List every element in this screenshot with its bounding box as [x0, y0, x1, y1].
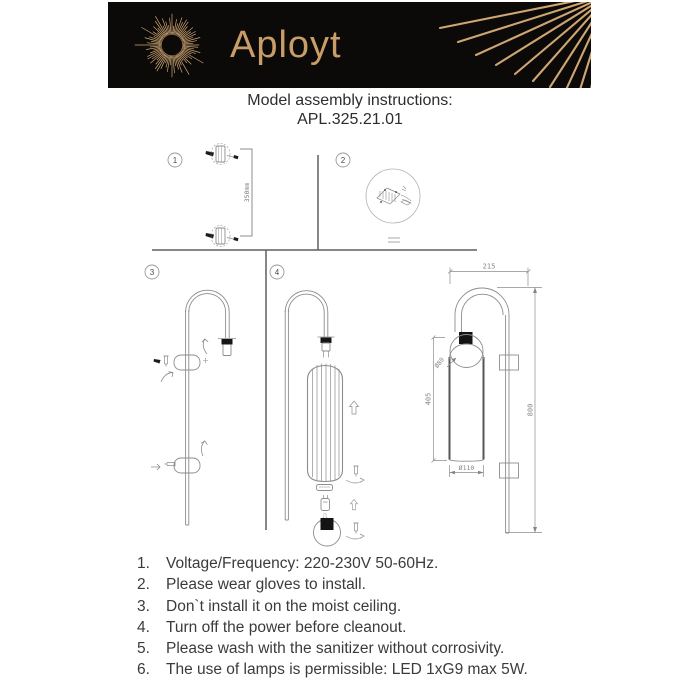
instruction-number: 2. [137, 576, 150, 594]
instruction-item [137, 553, 528, 574]
step-2-badge [336, 153, 350, 167]
instruction-number: 1. [137, 555, 150, 572]
step-4-number: 4 [274, 268, 280, 277]
terminal-block-detail [377, 186, 411, 205]
brand-logo-text: Aployt [230, 24, 342, 66]
top-diameter-dim: Ø80 [433, 356, 447, 370]
step-3-number: 3 [149, 268, 155, 277]
step-1-panel [206, 144, 253, 247]
instructions-list [137, 553, 528, 681]
header [0, 91, 700, 129]
page-title: Model assembly instructions: [247, 92, 453, 109]
step-2-panel [366, 169, 420, 242]
shade-height-dim: 405 [424, 392, 433, 406]
step-1-badge [168, 153, 182, 167]
step-1-number: 1 [172, 156, 178, 165]
rays-decoration-icon [108, 2, 591, 88]
step-4-badge [270, 265, 284, 279]
instruction-item [137, 596, 528, 617]
top-width-dim: 215 [482, 262, 496, 271]
instruction-number: 6. [137, 661, 150, 679]
instruction-number: 5. [137, 640, 150, 658]
total-height-dim: 800 [526, 403, 535, 417]
instruction-number: 3. [137, 597, 150, 615]
assembly-diagram [125, 136, 585, 551]
step-3-panel [151, 290, 236, 525]
instruction-text: Turn off the power before cleanout. [166, 618, 407, 636]
instruction-item [137, 659, 528, 680]
bracket-spacing-dim: 350mm [243, 182, 251, 203]
instruction-text: Please wash with the sanitizer without corrosivity. [166, 640, 505, 658]
shade-diameter-dim: Ø110 [458, 464, 475, 472]
step-3-badge [145, 265, 159, 279]
step-2-number: 2 [340, 156, 346, 165]
instruction-text: Voltage/Frequency: 220-230V 50-60Hz. [166, 555, 439, 572]
dimension-drawing [425, 263, 543, 534]
instruction-item [137, 617, 528, 638]
brand-banner [108, 2, 591, 88]
step-4-panel [285, 291, 364, 546]
instruction-item [137, 638, 528, 659]
instruction-text: The use of lamps is permissible: LED 1xG9 max 5W. [166, 661, 528, 679]
instruction-text: Please wear gloves to install. [166, 576, 366, 594]
instruction-number: 4. [137, 618, 150, 636]
model-number: APL.325.21.01 [297, 111, 403, 128]
instruction-item [137, 574, 528, 595]
step-badges [145, 153, 350, 279]
instruction-text: Don`t install it on the moist ceiling. [166, 597, 402, 615]
section-dividers [149, 155, 477, 530]
